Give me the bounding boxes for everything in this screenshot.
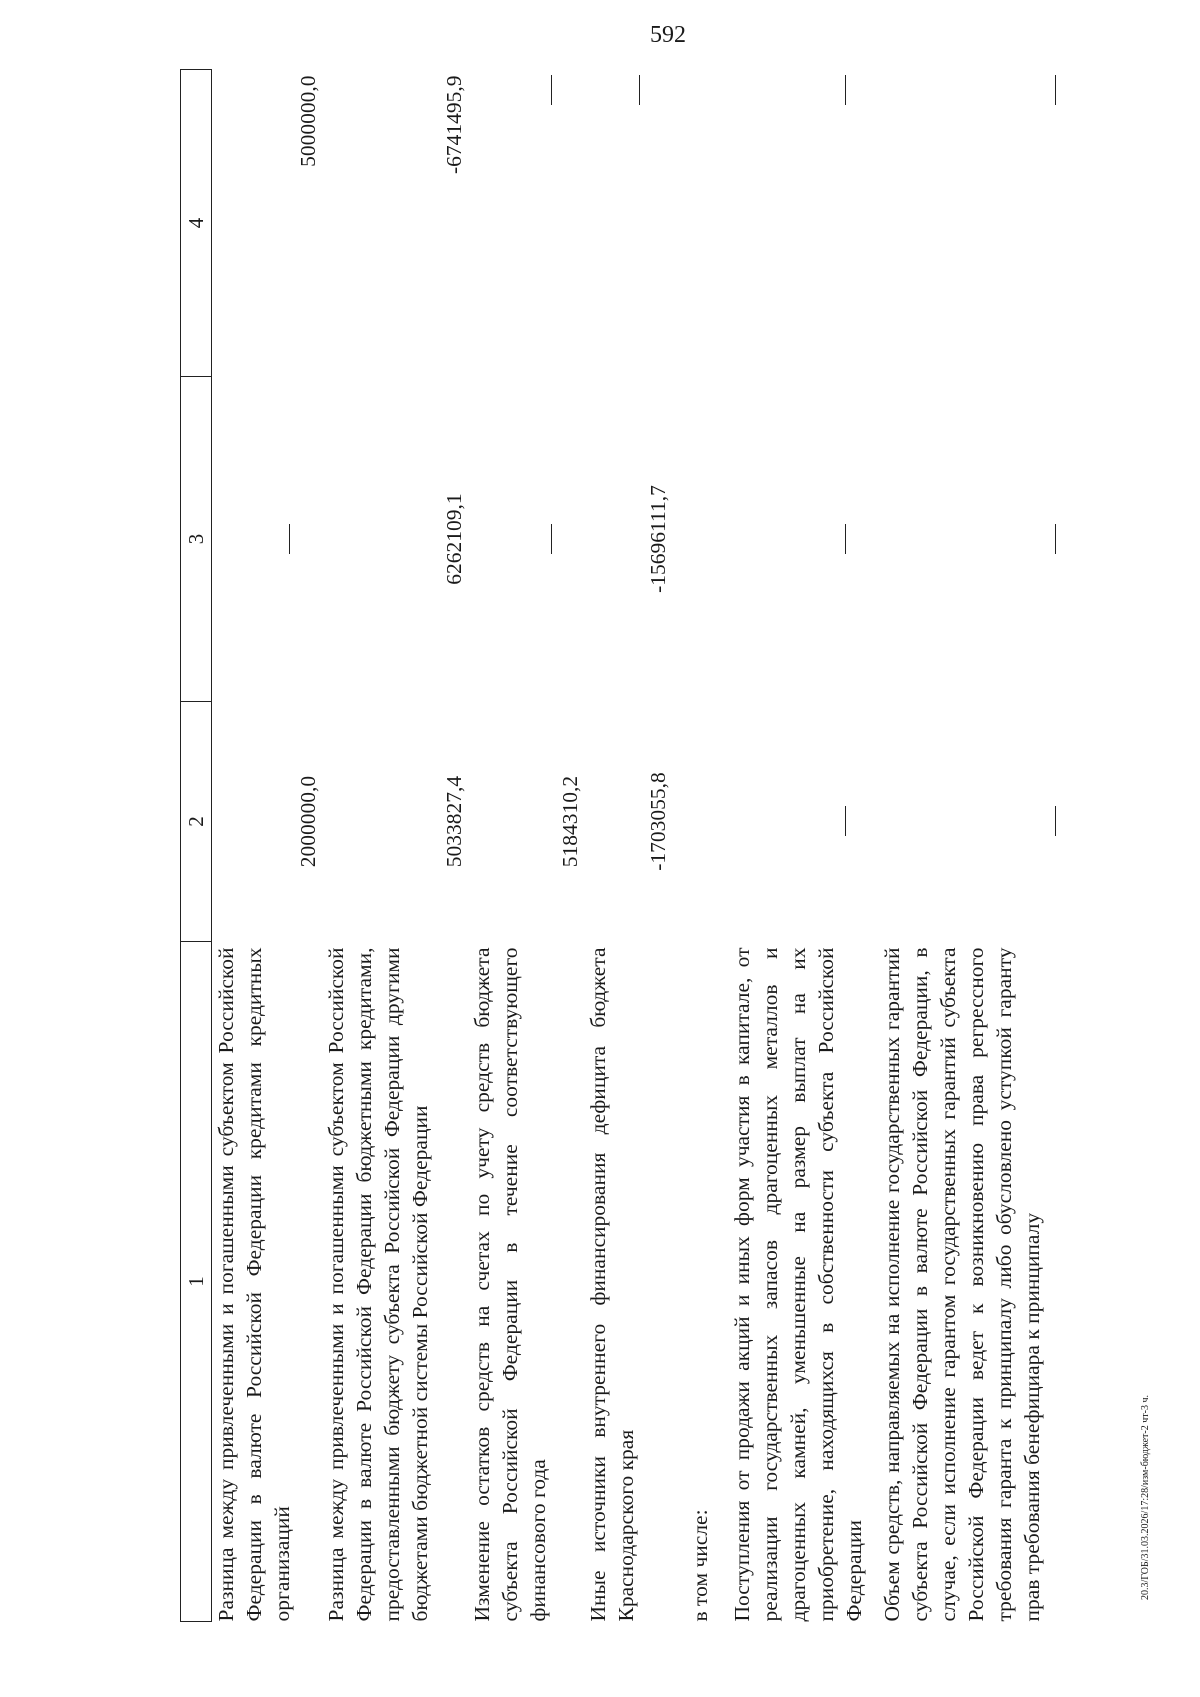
column-header-2: 2 — [181, 702, 212, 942]
dash-mark — [289, 524, 318, 554]
row-value-col2: 5033827,4 — [442, 775, 466, 868]
table-header-row — [181, 70, 212, 1622]
table-row — [584, 70, 672, 1622]
row-value-col4: 5000000,0 — [296, 75, 320, 167]
row-description: в том числе: — [688, 1509, 712, 1622]
dash-mark — [1055, 524, 1084, 554]
row-value-col4 — [878, 70, 1088, 377]
row-value-col2: -1703055,8 — [646, 772, 670, 871]
row-value-col2 — [878, 702, 1088, 942]
row-description: Объем средств, направляемых на исполнение государственных гарантий субъекта Российской Федерации в валюте Российской Федерации, в случае, если исполнение гарантом государственных гарантий субъекта Российской Федерации ведет к возникновению права регрессного требования гаранта к принципалу либо обусловлено уступкой гаранту прав требования бенефициара к принципалу — [880, 947, 1044, 1622]
dash-mark — [1055, 807, 1084, 837]
rotated-table-container — [180, 70, 1110, 1622]
table-row — [468, 70, 584, 1622]
row-value-col3 — [212, 377, 323, 702]
page-number: 592 — [650, 22, 686, 48]
row-value-col3 — [468, 377, 584, 702]
row-value-col4 — [468, 70, 584, 377]
dash-mark — [1055, 76, 1084, 106]
row-value-col2: 5184310,2 — [558, 775, 582, 868]
row-value-col4 — [672, 70, 728, 377]
table-row — [322, 70, 468, 1622]
row-value-col3 — [878, 377, 1088, 702]
table-row — [212, 70, 323, 1622]
row-description: Поступления от продажи акций и иных форм участия в капитале, от реализации государственных запасов драгоценных металлов и драгоценных камней, уменьшенные на размер выплат на их приобретение, находящихся в собственности субъекта Российской Федерации — [730, 947, 866, 1622]
row-description: Разница между привлеченными и погашенными субъектом Российской Федерации в валюте Российской Федерации кредитами кредитных организаций — [214, 947, 294, 1622]
row-value-col4: -6741495,9 — [442, 75, 466, 175]
row-value-col2: 2000000,0 — [296, 775, 320, 868]
dash-mark — [845, 524, 874, 554]
row-value-col3 — [672, 377, 728, 702]
row-value-col4 — [584, 70, 672, 377]
row-description: Разница между привлеченными и погашенными субъектом Российской Федерации в валюте Российской Федерации бюджетными кредитами, предоставленными бюджету субъекта Российской Федерации другими бюджетами бюджетной системы Российской Федерации — [324, 947, 432, 1622]
row-value-col2 — [672, 702, 728, 942]
row-value-col3: 6262109,1 — [442, 493, 466, 585]
budget-sources-table — [180, 69, 1088, 1622]
document-footer-code: 20.3/ГОБ/31.03.2026/17:28/изм-бюджет-2 чт-3 ч. — [1140, 1394, 1151, 1600]
dash-mark — [845, 76, 874, 106]
table-row — [672, 70, 728, 1622]
table-row — [728, 70, 878, 1622]
dash-mark — [551, 76, 580, 106]
column-header-1: 1 — [181, 942, 212, 1622]
dash-mark — [551, 524, 580, 554]
row-value-col3 — [728, 377, 878, 702]
column-header-3: 3 — [181, 377, 212, 702]
dash-mark — [845, 807, 874, 837]
row-value-col4 — [728, 70, 878, 377]
column-header-4: 4 — [181, 70, 212, 377]
row-value-col3: -15696111,7 — [646, 485, 670, 593]
dash-mark — [639, 76, 668, 106]
row-value-col2 — [728, 702, 878, 942]
row-description: Иные источники внутреннего финансирования дефицита бюджета Краснодарского края — [586, 947, 638, 1622]
row-description: Изменение остатков средств на счетах по учету средств бюджета субъекта Российской Федерации в течение соответствующего финансового года — [470, 947, 550, 1622]
table-row — [878, 70, 1088, 1622]
